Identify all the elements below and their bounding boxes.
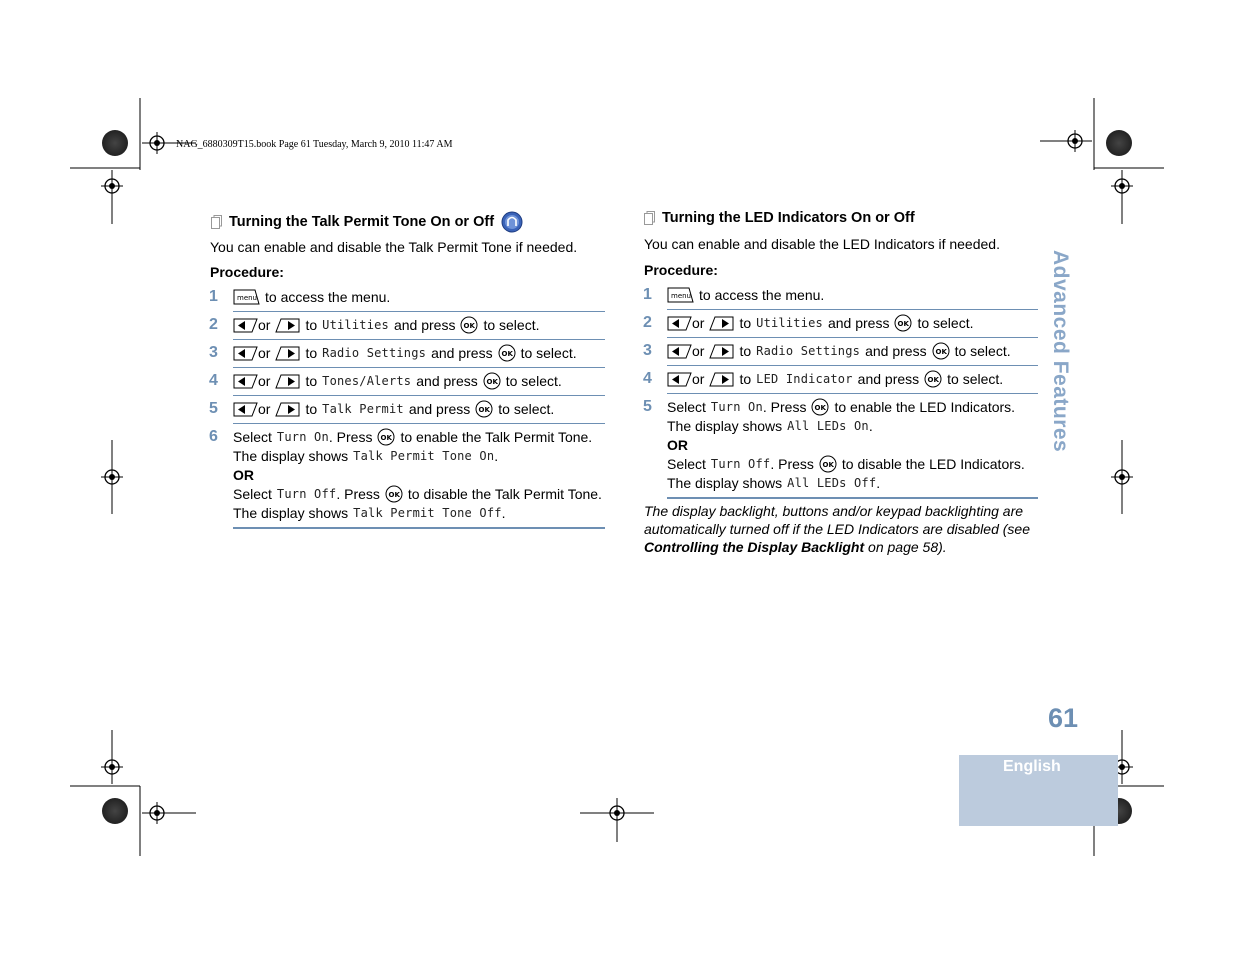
display-text: All LEDs On	[787, 419, 869, 433]
ok-key-icon	[498, 344, 516, 362]
step-5: 5 Select Turn On . Press OK to enable the LED Indicators. The display shows All LEDs On . OR Select Turn Off . Press OK to disable the LED Indicators. The display shows All LEDs Off .	[667, 394, 1038, 499]
step-2: 2 or to Utilities and press OK to select.	[667, 310, 1038, 338]
right-arrow-key-icon	[709, 372, 734, 387]
procedure-label: Procedure:	[644, 262, 718, 278]
ok-key-icon	[483, 372, 501, 390]
ok-key-icon	[924, 370, 942, 388]
ok-key-icon	[932, 342, 950, 360]
left-arrow-key-icon	[233, 374, 258, 389]
svg-text:OK: OK	[463, 322, 476, 330]
right-arrow-key-icon	[709, 316, 734, 331]
page-number: 61	[1048, 703, 1079, 733]
step-6: 6 Select Turn On . Press OK to enable the Talk Permit Tone. The display shows Talk Permit Tone On . OR Select Turn Off . Press OK to disable the Talk Permit Tone. The display shows Talk Permit Tone Off .	[233, 424, 605, 529]
ok-key-icon	[385, 485, 403, 503]
ok-key-icon	[894, 314, 912, 332]
or-label: OR	[667, 437, 688, 453]
right-arrow-key-icon	[275, 346, 300, 361]
section-bar-icon	[211, 215, 222, 229]
left-arrow-key-icon	[667, 372, 692, 387]
step-2: 2 or to Utilities and press OK to select.	[233, 312, 605, 340]
menu-item-name: Radio Settings	[322, 346, 427, 360]
option-name: Turn Off	[710, 457, 771, 471]
svg-text:OK: OK	[388, 491, 400, 499]
step-text: to access the menu.	[699, 287, 825, 303]
svg-text:OK: OK	[822, 461, 834, 469]
section-bar-icon	[644, 211, 655, 225]
menu-item-name: Utilities	[322, 318, 389, 332]
intro-led: You can enable and disable the LED Indicators if needed.	[644, 236, 1000, 252]
step-number: 1	[209, 288, 218, 305]
step-number: 4	[643, 370, 652, 387]
option-name: Turn Off	[276, 487, 337, 501]
option-name: Turn On	[276, 430, 329, 444]
talk-permit-badge-icon	[501, 211, 523, 233]
step-number: 2	[209, 316, 218, 333]
step-number: 3	[643, 342, 652, 359]
menu-key-icon	[233, 289, 260, 305]
step-number: 5	[209, 400, 218, 417]
procedure-label: Procedure:	[210, 264, 284, 280]
chapter-side-tab	[1050, 250, 1090, 460]
menu-item-name: Utilities	[756, 316, 823, 330]
section-title-talk-permit	[211, 211, 523, 233]
svg-text:OK: OK	[380, 434, 393, 442]
or-label: OR	[233, 467, 254, 483]
step-number: 3	[209, 344, 218, 361]
right-arrow-key-icon	[709, 344, 734, 359]
step-3: 3 or to Radio Settings and press OK to select.	[667, 338, 1038, 366]
step-number: 6	[209, 428, 218, 445]
star-target-icon	[102, 130, 128, 156]
right-arrow-key-icon	[275, 402, 300, 417]
svg-text:menu: menu	[671, 292, 691, 300]
section-title-text: Turning the Talk Permit Tone On or Off	[229, 214, 495, 230]
led-note: The display backlight, buttons and/or keypad backlighting are automatically turned off if the LED Indicators are disabled (see Controlling the Display Backlight on page 58).	[644, 503, 1030, 555]
left-arrow-key-icon	[233, 402, 258, 417]
svg-text:OK: OK	[478, 406, 491, 414]
right-arrow-key-icon	[275, 318, 300, 333]
menu-key-icon	[667, 287, 694, 303]
display-text: Talk Permit Tone On	[353, 449, 495, 463]
ok-key-icon	[811, 398, 829, 416]
section-title-text: Turning the LED Indicators On or Off	[662, 210, 915, 226]
svg-text:OK: OK	[501, 350, 513, 358]
intro-talk-permit: You can enable and disable the Talk Permit Tone if needed.	[210, 239, 578, 255]
menu-item-name: Radio Settings	[756, 344, 861, 358]
step-1	[209, 284, 605, 312]
left-arrow-key-icon	[667, 344, 692, 359]
step-4: 4 or to LED Indicator and press OK to select.	[667, 366, 1038, 394]
step-number: 4	[209, 372, 218, 389]
display-text: All LEDs Off	[787, 476, 877, 490]
svg-text:OK: OK	[897, 320, 910, 328]
option-name: Turn On	[710, 400, 763, 414]
procedure-steps-left	[209, 284, 605, 529]
language-tab-label: English	[1003, 758, 1061, 775]
step-number: 1	[643, 286, 652, 303]
ok-key-icon	[475, 400, 493, 418]
left-arrow-key-icon	[233, 346, 258, 361]
svg-text:OK: OK	[486, 378, 498, 386]
language-tab	[959, 755, 1118, 826]
ok-key-icon	[819, 455, 837, 473]
chapter-side-tab-label: Advanced Features	[1049, 250, 1072, 453]
ok-key-icon	[460, 316, 478, 334]
left-arrow-key-icon	[667, 316, 692, 331]
menu-item-name: Tones/Alerts	[322, 374, 412, 388]
book-header: NAG_6880309T15.book Page 61 Tuesday, March 9, 2010 11:47 AM	[176, 139, 453, 150]
menu-item-name: Talk Permit	[322, 402, 404, 416]
right-arrow-key-icon	[275, 374, 300, 389]
left-arrow-key-icon	[233, 318, 258, 333]
section-title-led	[644, 210, 915, 226]
step-4: 4 or to Tones/Alerts and press OK to select.	[233, 368, 605, 396]
menu-item-name: LED Indicator	[756, 372, 853, 386]
ok-key-icon	[377, 428, 395, 446]
procedure-steps-right	[643, 282, 1038, 499]
step-number: 2	[643, 314, 652, 331]
step-text: to access the menu.	[265, 289, 391, 305]
cross-reference-link[interactable]: Controlling the Display Backlight	[644, 539, 865, 555]
step-3: 3 or to Radio Settings and press OK to select.	[233, 340, 605, 368]
svg-text:OK: OK	[935, 348, 947, 356]
display-text: Talk Permit Tone Off	[353, 506, 502, 520]
svg-text:menu: menu	[237, 294, 257, 302]
step-number: 5	[643, 398, 652, 415]
svg-text:OK: OK	[927, 376, 940, 384]
svg-text:OK: OK	[814, 404, 827, 412]
step-5: 5 or to Talk Permit and press OK to select.	[233, 396, 605, 424]
step-1	[643, 282, 1038, 310]
